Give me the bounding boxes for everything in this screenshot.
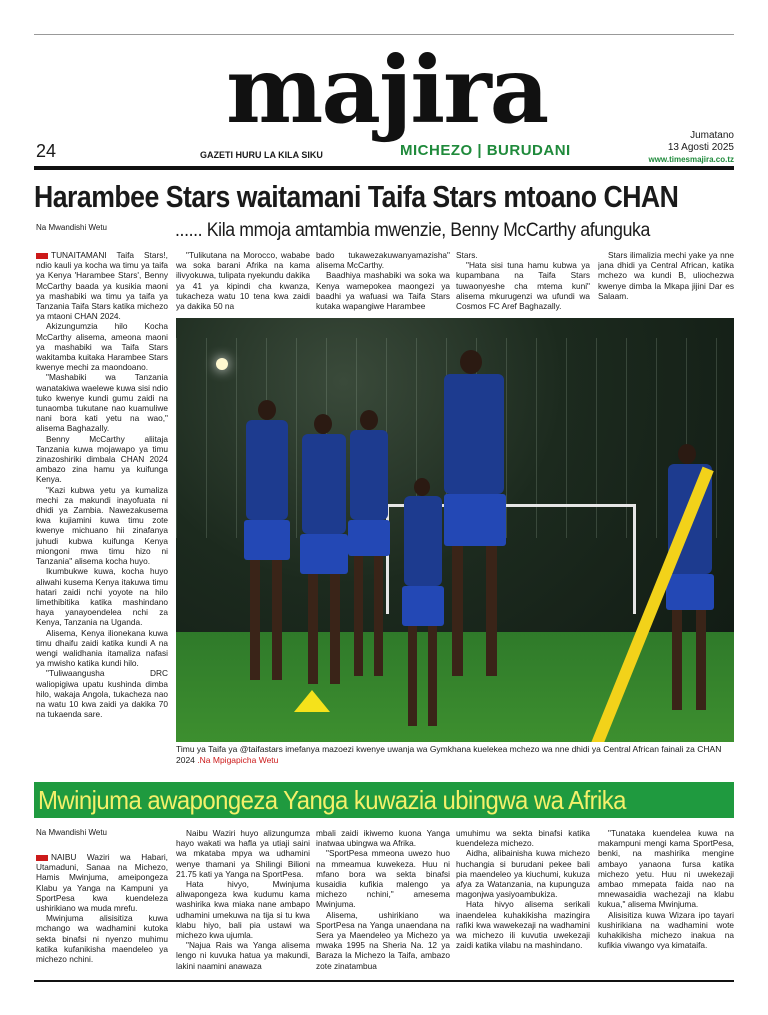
story1-column-3	[316, 250, 450, 314]
story2-column-3	[316, 828, 450, 976]
caption-text: Timu ya Taifa ya @taifastars imefanya mazoezi kwenye uwanja wa Gymkhana kuelekea mchezo wa nne dhidi ya Central African fainali za CHAN 2024	[176, 744, 722, 765]
story2-headline: Mwinjuma awapongeza Yanga kuwazia ubingwa wa Afrika	[38, 785, 626, 815]
paragraph: "Mashabiki wa Tanzania wanatakiwa waelewe kuwa sisi ndio tuko kwenye kundi gumu zaidi na tunaomba tukutane nao kuamuliwe nani bora kati yetu na wao," alisema Baghazally.	[36, 372, 168, 434]
story1-subhead: ...... Kila mmoja amtambia mwenzie, Benny McCarthy afunguka	[175, 220, 650, 241]
paragraph: bado tukawezakuwanyamazisha" alisema McCarthy.	[316, 250, 450, 271]
paragraph: Hata hivyo, Mwinjuma aliwapongeza kwa kudumu kama washirika kwa miaka nane ambapo udhamini umekuwa na tija si tu kwa klabu hiyo, bali pia ustawi wa michezo kwa ujumla.	[176, 879, 310, 941]
paragraph: "Tuliwaangusha DRC waliopigiwa upatu kushinda dimba hilo, wakaja Angola, tukacheza nao na watu 10 kwa zaidi ya dakika 70 na tukaenda sare.	[36, 668, 168, 720]
paragraph: Ikumbukwe kuwa, kocha huyo aliwahi kusema Kenya itakuwa timu hatari zaidi nchi yoyote na hilo limethibitika katika mashindano haya yanayoendelea nchi za Kenya, Tanzania na Uganda.	[36, 566, 168, 628]
paragraph: Stars ilimalizia mechi yake ya nne jana dhidi ya Central African, katika mchezo wa kundi B, uliochezwa kwenye dimba la Mkapa jijini Dar es Salaam.	[598, 250, 734, 301]
date-label: 13 Agosti 2025	[667, 142, 734, 153]
caption-credit: .Na Mpigapicha Wetu	[194, 755, 279, 765]
paragraph: Aidha, alibainisha kuwa michezo huchangia si burudani pekee bali pia maendeleo ya kiuchumi, kukuza afya za Watanzania, na kupunguza magonjwa yasiyoambukiza.	[456, 848, 590, 900]
bottom-rule	[34, 980, 734, 982]
paragraph: "Najua Rais wa Yanga alisema lengo ni kuvuka hatua ya makundi, lakini naamini anawaza	[176, 940, 310, 971]
paragraph: "Kazi kubwa yetu ya kumaliza mechi za makundi inayofuata ni dhidi ya Zambia. Nawezakusema kwa kujiamini kuwa timu zote kwenye michuano hii zinafanya juhudi kubwa kuifunga Kenya miongoni mwa timu hizo ni Tanzania" alisema kocha huyo.	[36, 484, 168, 567]
story1-byline: Na Mwandishi Wetu	[36, 223, 107, 232]
paragraph: Alisema, ushirikiano wa SportPesa na Yanga unaendana na Sera ya Maendeleo ya Michezo ya mwaka 1995 na Sheria Na. 12 ya Baraza la Michezo la Taifa, ambazo zote zinatambua	[316, 909, 450, 971]
masthead-rule	[34, 166, 734, 170]
page-number: 24	[36, 141, 57, 161]
paragraph: mbali zaidi ikiwemo kuona Yanga inatwaa ubingwa wa Afrika.	[316, 828, 450, 849]
paragraph: Baadhiya mashabiki wa soka wa Kenya wamepokea maongezi ya baadhi ya wafuasi wa Taifa Stars kutaka wapangiwe Harambee	[316, 270, 450, 312]
paragraph: Akizungumzia hilo Kocha McCarthy alisema, ameona maoni ya mashabiki wa Taifa Stars wakitamba kuitaka Harambee Stars kwenye mechi za maondoano.	[36, 321, 168, 373]
masthead-logo: majira	[226, 36, 548, 144]
team-training-photo	[176, 318, 734, 742]
paragraph: Alisema, Kenya ilionekana kuwa timu dhaifu zaidi katika kundi A na wengi walidhania itamaliza nafasi ya mwisho katika kundi hilo.	[36, 627, 168, 669]
story1-column-4	[456, 250, 590, 314]
date-block	[648, 130, 734, 166]
story2-column-4	[456, 828, 590, 976]
day-label: Jumatano	[690, 130, 734, 141]
paragraph: Stars.	[456, 250, 478, 260]
story2-byline: Na Mwandishi Wetu	[36, 828, 107, 837]
story2-column-5	[598, 828, 734, 976]
paragraph: Mwinjuma alisisitiza kuwa mchango wa wadhamini kutoka sekta binafsi ni nyenzo muhimu katika kufanikisha maendeleo ya michezo nchini.	[36, 913, 168, 965]
top-rule	[34, 34, 734, 35]
story1-column-2	[176, 250, 310, 314]
photo-caption	[176, 744, 736, 766]
paragraph: "Tunataka kuendelea kuwa na makampuni mengi kama SportPesa, benki, na mashirika mengine ambayo yanaona fursa katika michezo yetu. Huu ni uwekezaji ambao mmepata faida nao na mnewasaidia wachezaji na klabu kukua," alisema Mwinjuma.	[598, 828, 734, 910]
paragraph: "SportPesa mmeona uwezo huo na mmeamua kuwekeza. Huu ni mfano bora wa sekta binafsi kusaidia kufikia malengo ya michezo nchini," amesema Mwinjuma.	[316, 848, 450, 910]
paragraph: umuhimu wa sekta binafsi katika kuendeleza michezo.	[456, 828, 590, 849]
paragraph: "Tulikutana na Morocco, wababe wa soka barani Afrika na kama ilivyokuwa, tulipata nyekundu dakika ya 41 ya kipindi cha kwanza, tukacheza watu 10 tena kwa zaidi ya dakika 50 na	[176, 250, 310, 312]
floodlight	[216, 358, 228, 370]
paragraph: Benny McCarthy aliitaja Tanzania kuwa mojawapo ya timu zinazoshiriki dimbala CHAN 2024 ambazo zina hamu ya kuifunga Kenya.	[36, 433, 168, 485]
site-url[interactable]: www.timesmajira.co.tz	[648, 155, 734, 164]
story1-column-5	[598, 250, 734, 314]
paragraph: Hata hivyo alisema serikali inaendelea kuhakikisha mazingira rafiki kwa wawekezaji na wadhamini wa michezo ili kuvutia uwekezaji zaidi katika vilabu na mashindano.	[456, 899, 590, 951]
story1-headline: Harambee Stars waitamani Taifa Stars mtoano CHAN	[34, 179, 679, 214]
paragraph: "Hata sisi tuna hamu kubwa ya kupambana na Taifa Stars tuwaonyeshe cha mtema kuni" alisema mkurugenzi wa ufundi wa Cosmos FC Aref Baghazally.	[456, 260, 590, 312]
paragraph: NAIBU Waziri wa Habari, Utamaduni, Sanaa na Michezo, Hamis Mwinjuma, ameipongeza Klabu ya Yanga na Kampuni ya SportPesa kwa kuendeleza ushirikiano wa muda mrefu.	[36, 852, 168, 914]
paragraph: Alisisitiza kuwa Wizara ipo tayari kushirikiana na wadhamini wote kuhakikisha michezo inakua na kufikia viwango vya kimataifa.	[598, 909, 734, 951]
story2-column-2	[176, 828, 310, 976]
tagline: GAZETI HURU LA KILA SIKU	[200, 150, 323, 160]
section-label: MICHEZO | BURUDANI	[400, 142, 571, 159]
paragraph: TUNAITAMANI Taifa Stars!, ndio kauli ya kocha wa timu ya taifa ya Kenya 'Harambee Stars', Benny McCarthy baada ya kusikia maoni ya mashabiki wa timu ya taifa ya Tanzania Taifa Stars katika michezo ya mtaoni CHAN 2024.	[36, 250, 168, 322]
paragraph: Naibu Waziri huyo alizungumza hayo wakati wa hafla ya utiaji saini wa mkataba mpya wa udhamini wenye thamani ya Shilingi Bilioni 21.75 kati ya Yanga na SportPesa.	[176, 828, 310, 879]
story1-column-1	[36, 250, 168, 774]
story2-column-1	[36, 852, 168, 976]
training-cone	[294, 690, 330, 712]
